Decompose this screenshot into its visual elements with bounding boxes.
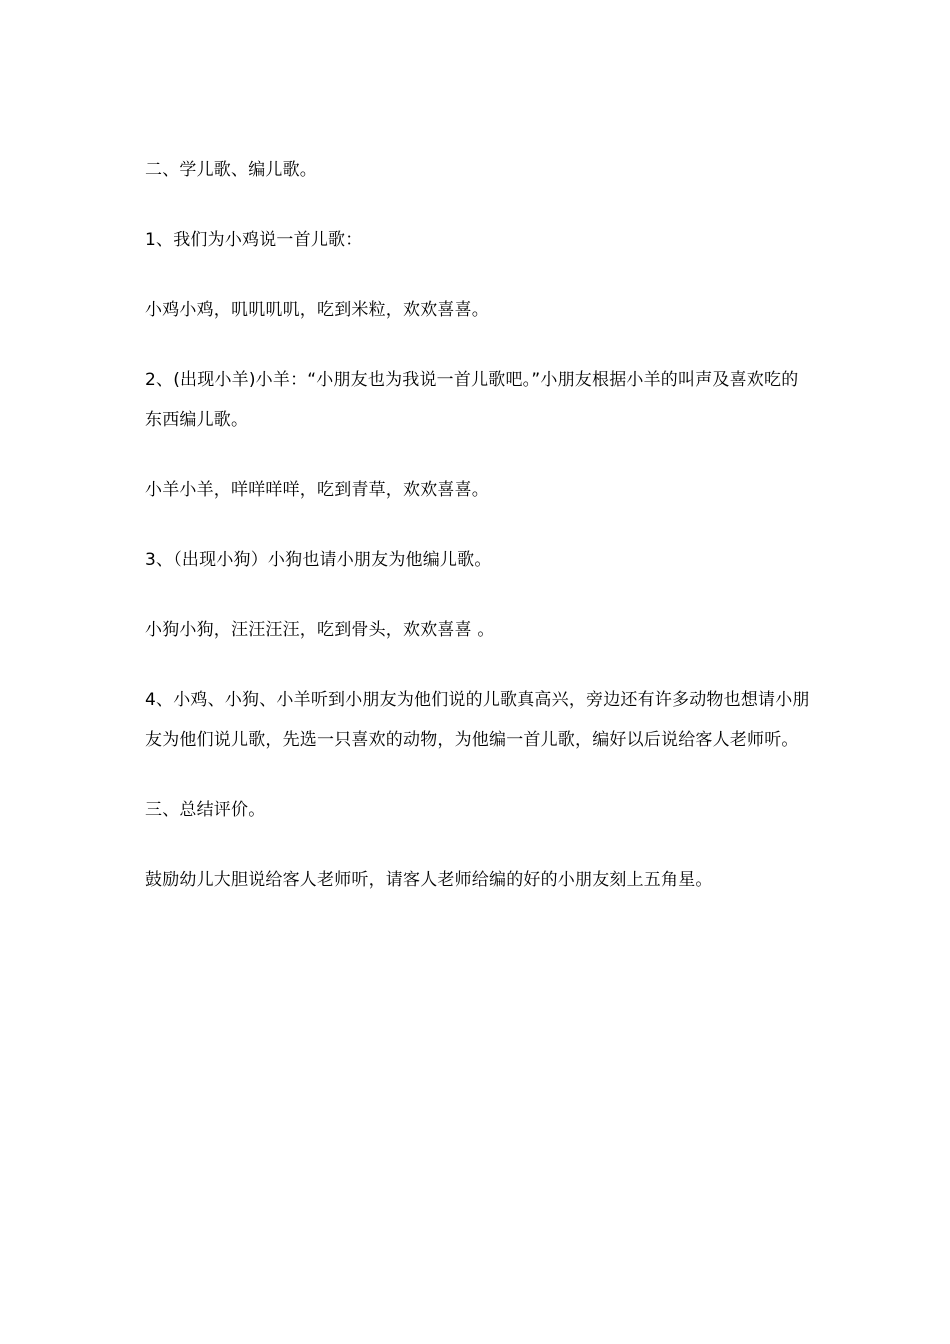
section-heading-3: 三、总结评价。 bbox=[145, 800, 266, 820]
step-3: 3、（出现小狗）小狗也请小朋友为他编儿歌。 bbox=[145, 550, 492, 570]
document-page bbox=[145, 150, 815, 900]
summary-text: 鼓励幼儿大胆说给客人老师听，请客人老师给编的好的小朋友刻上五角星。 bbox=[145, 870, 713, 890]
rhyme-chick: 小鸡小鸡，叽叽叽叽，吃到米粒，欢欢喜喜。 bbox=[145, 300, 489, 320]
step-4: 4、小鸡、小狗、小羊听到小朋友为他们说的儿歌真高兴，旁边还有许多动物也想请小朋友为他们说儿歌，先选一只喜欢的动物，为他编一首儿歌，编好以后说给客人老师听。 bbox=[145, 690, 810, 750]
rhyme-lamb: 小羊小羊，咩咩咩咩，吃到青草，欢欢喜喜。 bbox=[145, 480, 489, 500]
section-heading-2: 二、学儿歌、编儿歌。 bbox=[145, 160, 317, 180]
step-1: 1、我们为小鸡说一首儿歌： bbox=[145, 230, 363, 250]
rhyme-dog: 小狗小狗，汪汪汪汪，吃到骨头，欢欢喜喜 。 bbox=[145, 620, 495, 640]
step-2: 2、(出现小羊)小羊：“小朋友也为我说一首儿歌吧。”小朋友根据小羊的叫声及喜欢吃的东西编儿歌。 bbox=[145, 370, 799, 430]
